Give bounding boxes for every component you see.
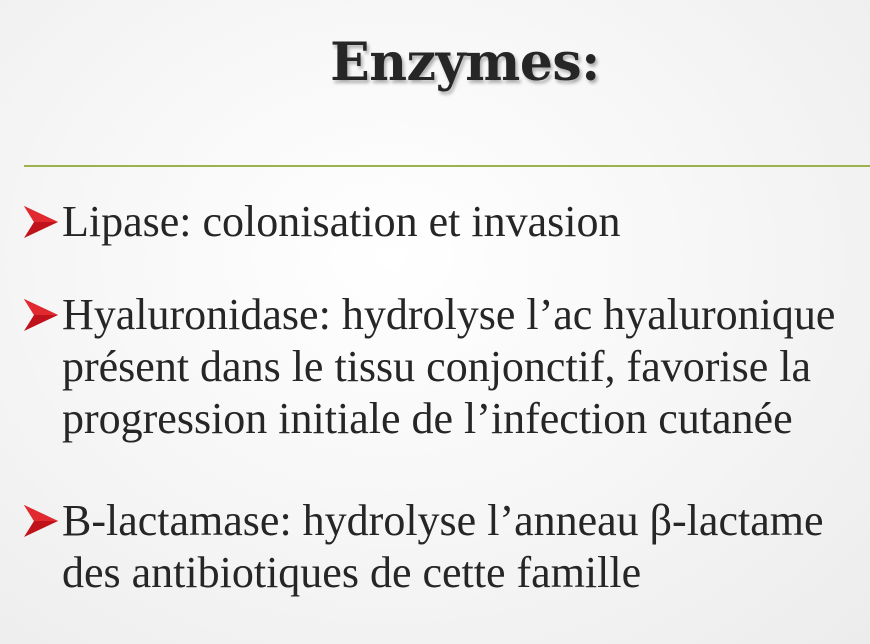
arrow-bullet-icon <box>22 289 62 341</box>
bullet-line: Lipase: colonisation et invasion <box>62 197 621 246</box>
bullet-item-hyaluronidase <box>22 289 870 445</box>
bullet-line: Hyaluronidase: hydrolyse l’ac hyaluronique <box>62 290 836 339</box>
bullet-line: progression initiale de l’infection cutanée <box>62 394 793 443</box>
bullet-text <box>62 495 824 599</box>
bullet-line: des antibiotiques de cette famille <box>62 548 642 597</box>
bullet-text <box>62 289 835 445</box>
slide-title: Enzymes: <box>330 32 600 93</box>
bullet-item-b-lactamase <box>22 495 870 599</box>
bullet-text <box>62 196 620 248</box>
arrow-bullet-icon <box>22 196 62 248</box>
bullet-line: présent dans le tissu conjonctif, favorise la <box>62 342 812 391</box>
arrow-bullet-icon <box>22 495 62 547</box>
bullet-item-lipase <box>22 196 870 248</box>
bullet-line: B-lactamase: hydrolyse l’anneau β-lactame <box>62 496 824 545</box>
